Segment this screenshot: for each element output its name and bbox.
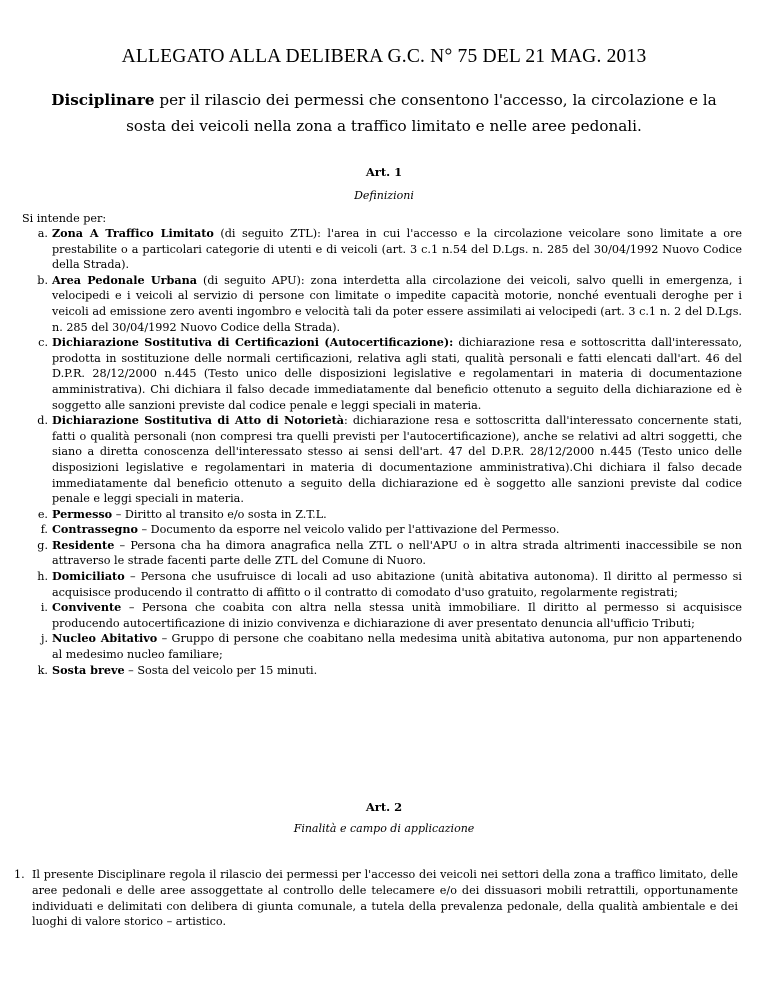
definition-term: Dichiarazione Sostitutiva di Atto di Notorietà — [52, 413, 345, 428]
definition-term: Area Pedonale Urbana — [52, 272, 198, 287]
item-marker: c. — [38, 336, 48, 350]
definition-term: Permesso — [52, 506, 113, 521]
definition-text: – Persona cha ha dimora anagrafica nella ZTL o nell'APU o in altra strada altrimenti inaccessibile se non attraverso le strade facenti parte delle ZTL del Comune di Nuoro. — [52, 538, 742, 568]
definition-item — [22, 273, 742, 335]
definition-item — [22, 631, 742, 662]
definition-term: Convivente — [52, 600, 122, 615]
definition-term: Zona A Traffico Limitato — [52, 226, 214, 240]
definition-term: Domiciliato — [52, 569, 125, 584]
definition-item — [22, 569, 742, 600]
definition-term: Nucleo Abitativo — [52, 631, 158, 646]
item-marker: 1. — [14, 868, 25, 881]
art2-items-list — [14, 867, 738, 930]
art1-subheading: Definizioni — [354, 189, 414, 202]
definition-term: Residente — [52, 537, 115, 552]
definition-item — [22, 522, 742, 538]
item-marker: d. — [37, 414, 48, 428]
definition-text: – Documento da esporre nel veicolo valido per l'attivazione del Permesso. — [137, 523, 560, 537]
item-marker: a. — [37, 227, 48, 240]
definition-item — [22, 507, 742, 523]
item-marker: j. — [40, 632, 48, 646]
definitions-list — [22, 226, 742, 678]
definition-item — [22, 663, 742, 679]
subtitle-bold: Disciplinare — [51, 91, 155, 109]
list-item — [14, 867, 738, 930]
definition-text: : dichiarazione resa e sottoscritta dall'interessato concernente stati, fatti o qualità personali (non compresi tra quelli previsti per l'autocertificazione), anche se relativi ad altri soggetti, che siano a diretta conoscenza dell'interessato stesso ai sensi dell'art. 47 del D.P.R. 28/12/2000 n.445 (Testo unico delle disposizioni legislative e regolamentari in materia di documentazione amministrativa).Chi dichiara il falso decade immediatamente dal beneficio ottenuto a seguito della dichiarazione ed è soggetto alle sanzioni previste dal codice penale e leggi speciali in materia. — [52, 414, 742, 506]
item-marker: h. — [37, 570, 48, 584]
definition-text: (di seguito APU): zona interdetta alla circolazione dei veicoli, salvo quelli in emergenza, i velocipedi e i veicoli al servizio di persone con limitate o impedite capacità motorie, nonché eventuali deroghe per i veicoli ad emissione zero aventi ingombro e velocità tali da poter essere assimilati ai velocipedi (art. 3 c.1 n. 2 del D.Lgs. n. 285 del 30/04/1992 Nuovo Codice della Strada). — [52, 273, 742, 334]
art2-subheading: Finalità e campo di applicazione — [293, 822, 475, 835]
art1-intro: Si intende per: — [22, 212, 107, 225]
definition-item — [22, 538, 742, 569]
item-marker: b. — [37, 273, 48, 287]
definition-text: – Gruppo di persone che coabitano nella medesima unità abitativa autonoma, pur non appartenendo al medesimo nucleo familiare; — [52, 632, 742, 662]
art2-heading: Art. 2 — [365, 800, 403, 814]
definition-item — [22, 226, 742, 273]
item-marker: g. — [37, 538, 48, 552]
definition-item — [22, 600, 742, 631]
item-marker: i. — [40, 601, 48, 615]
definition-text: – Diritto al transito e/o sosta in Z.T.L. — [112, 507, 327, 521]
definition-text: (di seguito ZTL): l'area in cui l'accesso e la circolazione veicolare sono limitate a ore prestabilite o a particolari categorie di utenti e di veicoli (art. 3 c.1 n.54 del D.Lgs. n. 285 del 30/04/1992 Nuovo Codice della Strada). — [52, 227, 742, 272]
document-subtitle — [40, 87, 728, 139]
definition-text: dichiarazione resa e sottoscritta dall'interessato, prodotta in sostituzione delle normali certificazioni, relativa agli stati, qualità personali e fatti elencati dall'art. 46 del D.P.R. 28/12/2000 n.445 (Testo unico delle disposizioni legislative e regolamentari in materia di documentazione amministrativa). Chi dichiara il falso decade immediatamente dal beneficio ottenuto a seguito della dichiarazione ed è soggetto alle sanzioni previste dal codice penale e leggi speciali in materia. — [52, 336, 742, 412]
subtitle-text: per il rilascio dei permessi che consentono l'accesso, la circolazione e la sosta dei veicoli nella zona a traffico limitato e nelle aree pedonali. — [126, 91, 717, 135]
definition-text: – Sosta del veicolo per 15 minuti. — [124, 663, 318, 677]
item-text: Il presente Disciplinare regola il rilascio dei permessi per l'accesso dei veicoli nei settori della zona a traffico limitato, delle aree pedonali e delle aree assoggettate al controllo delle telecamere e/o dei dissuasori mobili retrattili, opportunamente individuati e delimitati con delibera di giunta comunale, a tutela della prevalenza pedonale, della qualità ambientale e dei luoghi di valore storico – artistico. — [32, 868, 738, 929]
definition-term: Dichiarazione Sostitutiva di Certificazioni (Autocertificazione): — [52, 335, 454, 350]
art1-heading: Art. 1 — [365, 165, 403, 179]
definition-term: Contrassegno — [52, 522, 138, 537]
definition-text: – Persona che usufruisce di locali ad uso abitazione (unità abitativa autonoma). Il diritto al permesso si acquisisce producendo il contratto di affitto o il contratto di comodato d'uso gratuito, regolarmente registrati; — [52, 570, 742, 599]
definition-item — [22, 335, 742, 413]
definition-term: Sosta breve — [52, 662, 125, 677]
item-marker: k. — [37, 663, 48, 677]
definition-item — [22, 413, 742, 507]
item-marker: e. — [37, 507, 48, 521]
page-header: ALLEGATO ALLA DELIBERA G.C. N° 75 DEL 21 MAG. 2013 — [121, 46, 647, 67]
item-marker: f. — [40, 523, 48, 537]
definition-text: – Persona che coabita con altra nella stessa unità immobiliare. Il diritto al permesso si acquisisce producendo autocertificazione di inizio convivenza e dichiarazione di aver presentato denuncia all'ufficio Tributi; — [52, 601, 742, 630]
